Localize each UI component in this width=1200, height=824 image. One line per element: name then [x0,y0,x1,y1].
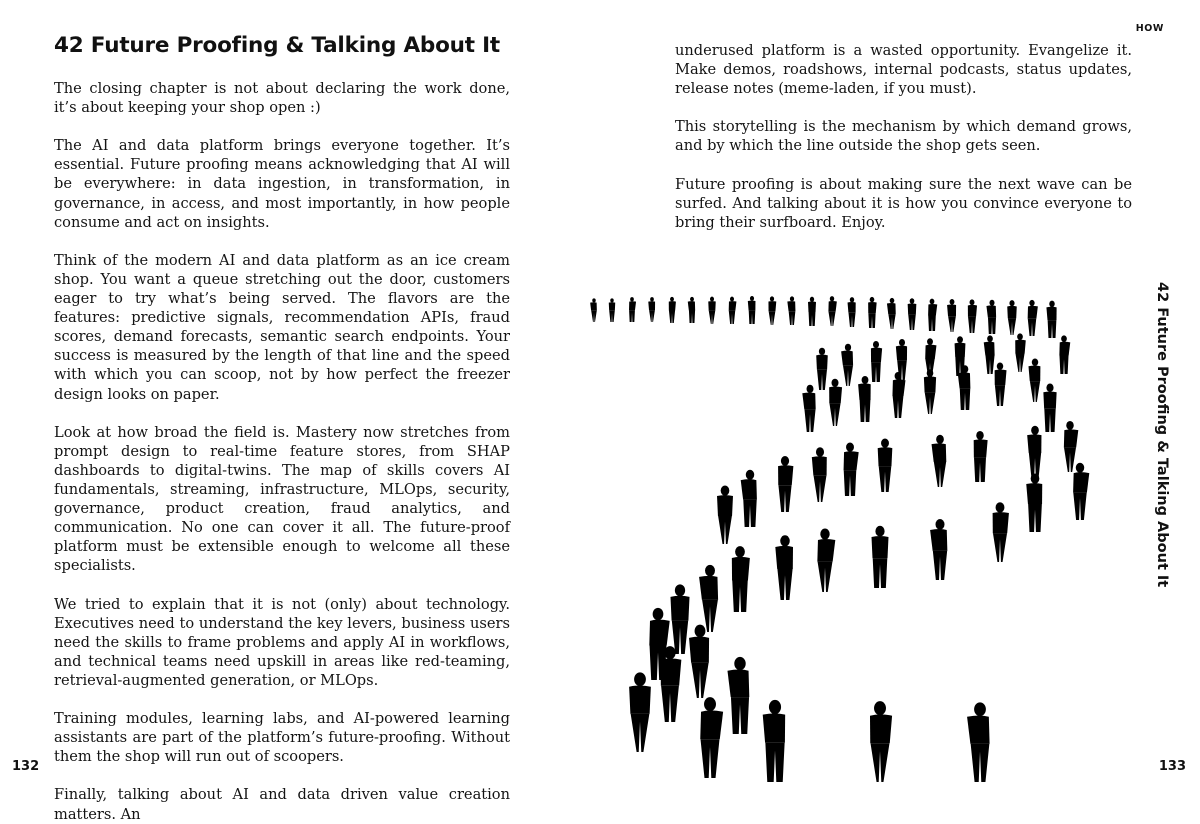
person-silhouette [741,470,757,527]
person-silhouette [995,362,1007,406]
person-torso [1015,340,1026,354]
person-head [816,447,824,457]
person-silhouette [868,297,877,328]
person-torso [727,670,749,698]
person-legs [649,310,655,322]
person-head [704,697,716,711]
person-legs [702,600,718,632]
person-silhouette [1059,335,1070,374]
person-legs [1044,409,1055,432]
person-silhouette [844,443,859,496]
person-head [1017,333,1023,340]
person-legs [765,743,784,782]
person-legs [843,366,853,386]
person-head [730,297,734,302]
person-silhouette [775,535,793,600]
person-torso [1007,306,1017,318]
person-head [890,298,895,303]
person-head [936,435,944,444]
person-torso [729,301,737,311]
person-head [690,297,694,302]
person-torso [871,348,882,363]
person-head [735,546,745,557]
person-torso [892,380,905,396]
person-torso [930,529,947,551]
person-silhouette [629,297,636,322]
person-silhouette [689,625,709,698]
person-head [1031,474,1040,484]
person-silhouette [924,369,936,414]
person-head [592,298,595,302]
person-legs [777,569,792,600]
person-torso [829,386,842,403]
person-head [807,385,814,393]
person-head [875,526,884,537]
person-head [770,296,774,301]
person-torso [932,443,947,462]
person-legs [814,476,827,502]
person-torso [1043,391,1056,408]
person-head [721,486,730,496]
person-silhouette [670,584,689,654]
person-silhouette [872,526,889,588]
person-torso [732,557,750,581]
paragraph: Look at how broad the field is. Mastery now stretches from prompt design to real-time feature stores, from SHAP dashboards to digital-twins. The map of skills covers AI fundamentals, streaming, infrastructure, MLOps, security, governance, product creation, fraud analytics, and communication. No one can cover it all. The future-proof platform must be extensible enough to welcome all these specialists. [54,423,510,575]
person-head [976,431,984,440]
person-legs [1030,381,1040,402]
person-legs [789,311,796,325]
person-silhouette [1028,358,1040,402]
person-torso [817,539,835,562]
person-head [1029,300,1034,306]
person-head [987,335,993,342]
person-head [1032,358,1038,366]
person-head [819,348,825,355]
person-torso [590,302,597,310]
person-silhouette [778,456,793,512]
person-torso [1073,472,1089,492]
person-silhouette [816,348,828,390]
person-head [997,362,1003,370]
person-silhouette [700,697,723,778]
person-legs [971,744,990,782]
person-torso [816,355,828,370]
person-silhouette [928,299,937,331]
person-legs [879,466,892,492]
person-silhouette [870,701,892,782]
person-legs [908,315,915,330]
person-silhouette [748,296,756,324]
person-torso [775,546,793,569]
person-head [1076,463,1084,473]
person-head [970,299,975,305]
person-torso [947,304,956,316]
person-legs [701,739,720,778]
person-silhouette [871,341,882,382]
person-legs [1048,320,1057,338]
person-silhouette [609,298,615,322]
person-head [957,336,963,343]
person-torso [986,305,996,317]
person-torso [717,495,733,516]
paragraph: Future proofing is about making sure the next wave can be surfed. And talking about it is how you convince everyone to bring their surfboard. Enjoy. [675,175,1132,231]
person-torso [868,302,877,313]
person-silhouette [708,297,715,324]
person-silhouette [688,297,695,323]
person-torso [872,536,889,558]
person-legs [985,356,994,374]
person-legs [974,458,986,482]
person-legs [860,400,871,422]
person-legs [743,500,756,527]
paragraph: Think of the modern AI and data platform as an ice cream shop. You want a queue stretching out the door, customers eager to try what’s being served. The flavors are the features: predictive signals, recommendation APIs, fraud scores, demand forecasts, semantic search endpoints. Your success is measured by the length of that line and the speed with which you can scoop, not by how perfect the freezer design looks on paper. [54,251,510,403]
person-legs [1028,504,1042,532]
person-legs [778,485,791,512]
person-torso [841,351,853,366]
person-torso [995,370,1007,386]
person-silhouette [590,298,597,322]
person-legs [993,533,1007,562]
person-legs [818,562,833,592]
person-silhouette [932,435,947,487]
person-legs [948,316,956,332]
person-head [1046,383,1053,391]
person-silhouette [1026,474,1042,532]
people-silhouettes [590,296,1089,782]
person-torso [812,456,827,476]
person-head [873,341,879,348]
person-torso [974,439,988,457]
person-legs [1059,356,1068,374]
person-head [695,625,706,638]
person-legs [1073,493,1086,520]
person-silhouette [878,439,893,492]
person-silhouette [967,702,990,782]
person-torso [1026,483,1042,504]
person-silhouette [1043,383,1056,432]
person-torso [1028,366,1040,382]
person-head [634,672,646,686]
person-torso [787,301,795,311]
person-head [996,502,1005,512]
person-legs [629,310,635,322]
person-silhouette [729,297,737,324]
person-head [750,296,754,301]
person-head [989,300,994,306]
person-silhouette [808,297,816,326]
person-legs [829,403,840,426]
paragraph: We tried to explain that it is not (only) about technology. Executives need to understand the key levers, business users need the skills to frame problems and apply AI in workflows, and technical teams need upskill in areas like red-teaming, retrieval-augmented generation, or MLOps. [54,595,510,689]
person-silhouette [848,297,856,327]
person-silhouette [1015,333,1026,372]
person-legs [928,316,936,331]
person-head [1009,300,1014,306]
left-body-text [54,79,510,824]
person-silhouette [986,300,996,334]
person-head [895,372,902,380]
person-head [962,365,969,373]
page-number-left: 132 [12,759,40,774]
person-head [874,701,886,715]
person-torso [778,465,793,485]
person-head [675,584,685,596]
person-head [950,299,955,305]
person-torso [858,384,871,400]
person-legs [732,580,747,612]
person-torso [967,715,990,743]
person-head [1031,426,1039,435]
person-silhouette [887,298,896,329]
person-head [974,702,986,716]
person-silhouette [841,344,853,386]
page-number-right: 133 [1158,759,1186,774]
person-legs [804,409,815,432]
person-head [710,297,714,302]
person-torso [1064,429,1078,447]
person-torso [878,447,893,466]
person-legs [960,389,971,410]
person-torso [896,346,907,361]
person-head [630,297,634,301]
person-torso [768,301,776,311]
person-legs [631,714,650,752]
person-torso [629,301,636,310]
person-head [746,470,754,480]
person-legs [691,663,708,698]
person-torso [689,637,709,663]
person-head [930,299,935,305]
person-silhouette [1064,421,1078,472]
paragraph: Training modules, learning labs, and AI-powered learning assistants are part of the platform’s future-proofing. Without them the shop will run out of scoopers. [54,710,510,766]
person-torso [708,301,715,311]
person-head [881,439,889,448]
person-torso [924,377,936,393]
person-legs [661,686,679,722]
person-torso [669,301,676,310]
person-head [781,456,789,466]
person-head [870,297,875,302]
person-silhouette [947,299,956,332]
person-silhouette [829,379,842,426]
person-legs [669,311,675,323]
right-body-text [675,41,1132,232]
person-head [927,338,933,345]
person-legs [893,396,904,418]
person-head [862,376,869,384]
person-legs [709,311,715,324]
person-head [830,296,834,301]
person-silhouette [717,486,733,544]
person-torso [958,373,971,389]
person-torso [968,305,977,317]
person-legs [731,697,749,734]
person-head [769,700,781,714]
person-legs [609,311,615,322]
vertical-chapter-title: 42 Future Proofing & Talking About It [1154,282,1170,588]
person-torso [993,512,1009,533]
queue-illustration [580,282,1120,782]
person-legs [1028,319,1036,336]
person-legs [769,311,776,325]
person-legs [848,313,855,327]
person-silhouette [648,297,655,322]
paragraph: The AI and data platform brings everyone together. It’s essential. Future proofing means acknowledging that AI will be everywhere: in data ingestion, in transformation, in governance, in access, and most importantly, in how people consume and act on insights. [54,137,510,231]
person-silhouette [1007,300,1017,335]
person-torso [870,714,892,743]
paragraph: This storytelling is the mechanism by which demand grows, and by which the line outside the shop gets seen. [675,118,1132,155]
person-head [705,565,715,577]
person-legs [749,311,756,324]
person-silhouette [802,385,815,432]
person-legs [873,558,888,588]
person-legs [995,385,1005,406]
person-silhouette [958,365,971,410]
person-legs [718,516,732,544]
person-silhouette [1027,426,1041,478]
person-legs [729,311,735,324]
person-head [820,529,829,540]
person-legs [933,551,947,580]
person-legs [809,312,816,326]
person-torso [670,596,689,621]
person-silhouette [1046,301,1056,338]
person-torso [629,685,651,713]
person-silhouette [968,299,977,333]
person-legs [844,470,857,496]
person-legs [1015,354,1024,372]
person-torso [887,303,896,314]
paragraph: underused platform is a wasted opportunity. Evangelize it. Make demos, roadshows, internal podcasts, status updates, release notes (meme-laden, if you must). [675,42,1132,98]
person-torso [661,659,682,686]
person-silhouette [984,335,995,374]
person-torso [928,304,937,316]
person-legs [1064,448,1076,472]
person-silhouette [858,376,871,422]
person-torso [700,710,723,739]
person-silhouette [629,672,651,752]
person-torso [609,302,615,310]
person-silhouette [993,502,1009,562]
person-torso [763,713,785,742]
person-head [1066,421,1074,430]
person-torso [908,303,917,314]
person-head [664,646,675,659]
person-torso [688,301,695,310]
person-silhouette [1073,463,1089,520]
person-head [810,297,814,302]
person-head [927,369,934,377]
person-silhouette [732,546,750,612]
person-head [1061,335,1067,342]
person-head [899,339,905,346]
person-silhouette [828,296,836,326]
person-head [935,519,944,530]
person-legs [591,311,597,322]
person-head [1049,301,1055,307]
person-torso [748,301,756,311]
person-torso [699,576,718,600]
person-head [734,657,745,670]
person-head [780,535,790,546]
person-legs [871,362,881,382]
person-head [850,297,854,302]
person-legs [888,314,895,329]
person-torso [649,620,669,646]
person-torso [648,301,655,310]
person-torso [1059,342,1070,356]
person-legs [689,311,695,323]
person-silhouette [768,296,776,325]
person-torso [848,302,856,313]
person-head [610,298,613,302]
person-torso [1028,306,1038,319]
person-silhouette [727,657,749,734]
running-header-label: HOW [1135,23,1164,34]
person-silhouette [930,519,947,580]
person-silhouette [812,447,827,502]
person-legs [988,318,996,334]
person-torso [802,392,815,409]
person-torso [925,345,936,359]
chapter-heading: 42 Future Proofing & Talking About It [54,33,500,58]
person-silhouette [974,431,988,482]
person-silhouette [908,298,917,330]
paragraph: The closing chapter is not about declaring the work done, it’s about keeping your shop open :) [54,80,510,117]
person-head [846,443,854,452]
person-legs [1008,318,1016,335]
person-head [653,608,664,621]
person-torso [1027,434,1041,453]
person-legs [817,370,827,390]
person-torso [1046,307,1056,320]
person-legs [968,317,976,333]
person-legs [934,462,946,487]
person-torso [741,479,757,499]
person-legs [871,743,890,782]
person-silhouette [763,700,785,782]
person-legs [868,313,875,328]
person-head [650,297,654,301]
person-legs [925,393,936,414]
person-silhouette [817,529,835,592]
person-torso [955,343,966,357]
person-head [790,296,794,301]
paragraph: Finally, talking about AI and data driven value creation matters. An [54,786,510,823]
person-head [670,297,674,302]
person-legs [828,312,835,326]
person-torso [808,302,816,312]
person-silhouette [699,565,718,632]
person-silhouette [669,297,676,323]
person-torso [984,342,995,356]
person-head [910,298,915,304]
person-head [845,344,851,351]
person-head [832,379,839,387]
person-torso [828,301,836,312]
person-silhouette [1028,300,1038,336]
person-torso [844,451,859,470]
person-silhouette [787,296,795,325]
